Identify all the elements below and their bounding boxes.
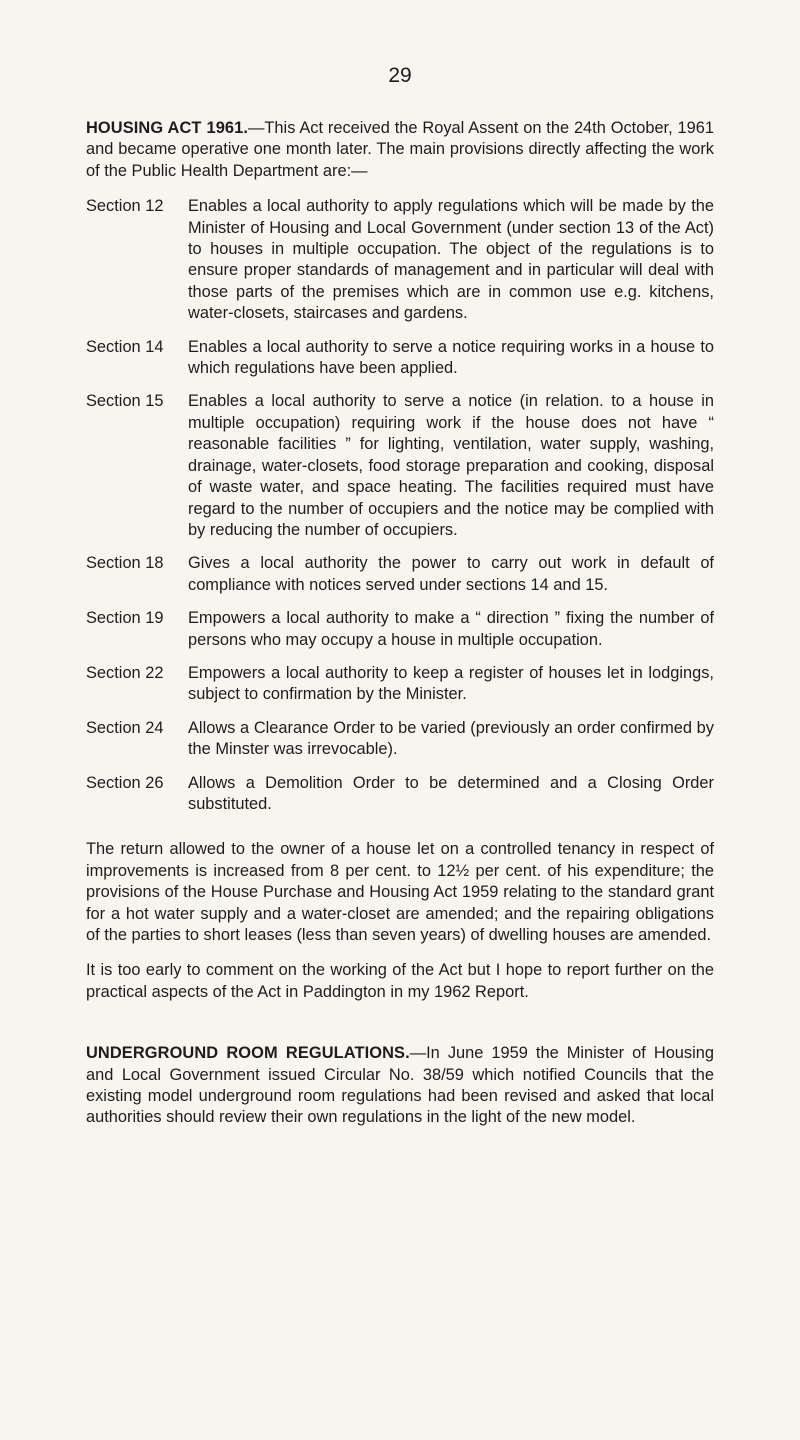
section-label: Section 22 [86, 663, 164, 682]
section-label: Section 26 [86, 773, 164, 792]
section-row-22 [86, 663, 714, 706]
page-content [86, 118, 714, 1129]
section-row-19 [86, 608, 714, 651]
housing-act-heading: HOUSING ACT 1961. [86, 119, 249, 137]
housing-act-intro-text: —This Act received the Royal Assent on the 24th October, 1961 and became operative one month later. The main provisions directly affecting the work of the Public Health Department are:— [86, 119, 714, 180]
section-label: Section 19 [86, 609, 164, 628]
section-text: Gives a local authority the power to carry out work in default of compliance with notices served under sections 14 and 15. [188, 554, 714, 594]
housing-act-intro [86, 118, 714, 182]
section-label: Section 14 [86, 337, 164, 356]
section-row-14 [86, 337, 714, 380]
section-row-12 [86, 196, 714, 324]
section-text: Enables a local authority to serve a notice (in relation. to a house in multiple occupation) requiring work if the house does not have “ reasonable facilities ” for lighting, ventilation, water supply, washing, drainage, water-closets, food storage preparation and cooking, disposal of waste water, and space heating. The facilities required must have regard to the number of occupiers and the notice may be complied with by reducing the number of occupiers. [188, 392, 714, 539]
underground-text: —In June 1959 the Minister of Housing and Local Government issued Circular No. 38/59 which notified Councils that the existing model underground room regulations had been revised and asked that local authorities should review their own regulations in the light of the new model. [86, 1044, 714, 1127]
section-row-24 [86, 718, 714, 761]
return-paragraph: The return allowed to the owner of a house let on a controlled tenancy in respect of improvements is increased from 8 per cent. to 12½ per cent. of his expenditure; the provisions of the House Purchase and Housing Act 1959 relating to the standard grant for a hot water supply and a water-closet are amended; and the repairing obligations of the parties to short leases (less than seven years) of dwelling houses are amended. [86, 840, 714, 944]
comment-paragraph: It is too early to comment on the working of the Act but I hope to report further on the practical aspects of the Act in Paddington in my 1962 Report. [86, 961, 714, 1001]
section-label: Section 24 [86, 718, 164, 737]
section-label: Section 15 [86, 392, 164, 411]
underground-paragraph [86, 1043, 714, 1129]
section-row-15 [86, 391, 714, 541]
section-label: Section 12 [86, 197, 164, 216]
section-text: Enables a local authority to serve a notice requiring works in a house to which regulations have been applied. [188, 337, 714, 378]
section-label: Section 18 [86, 554, 164, 573]
section-text: Enables a local authority to apply regulations which will be made by the Minister of Housing and Local Government (under section 13 of the Act) to houses in multiple occupation. The object of the regulations is to ensure proper standards of management and in particular will deal with those parts of the premises which are in common use e.g. kitchens, water-closets, staircases and gardens. [188, 197, 714, 323]
section-row-26 [86, 773, 714, 816]
section-text: Empowers a local authority to make a “ direction ” fixing the number of persons who may occupy a house in multiple occupation. [188, 609, 714, 649]
section-row-18 [86, 553, 714, 596]
section-text: Allows a Clearance Order to be varied (previously an order confirmed by the Minster was irrevocable). [188, 718, 714, 759]
section-text: Allows a Demolition Order to be determined and a Closing Order substituted. [188, 773, 714, 813]
underground-heading: UNDERGROUND ROOM REGULATIONS. [86, 1044, 410, 1063]
section-text: Empowers a local authority to keep a register of houses let in lodgings, subject to confirmation by the Minister. [188, 663, 714, 704]
page-number: 29 [388, 64, 412, 87]
